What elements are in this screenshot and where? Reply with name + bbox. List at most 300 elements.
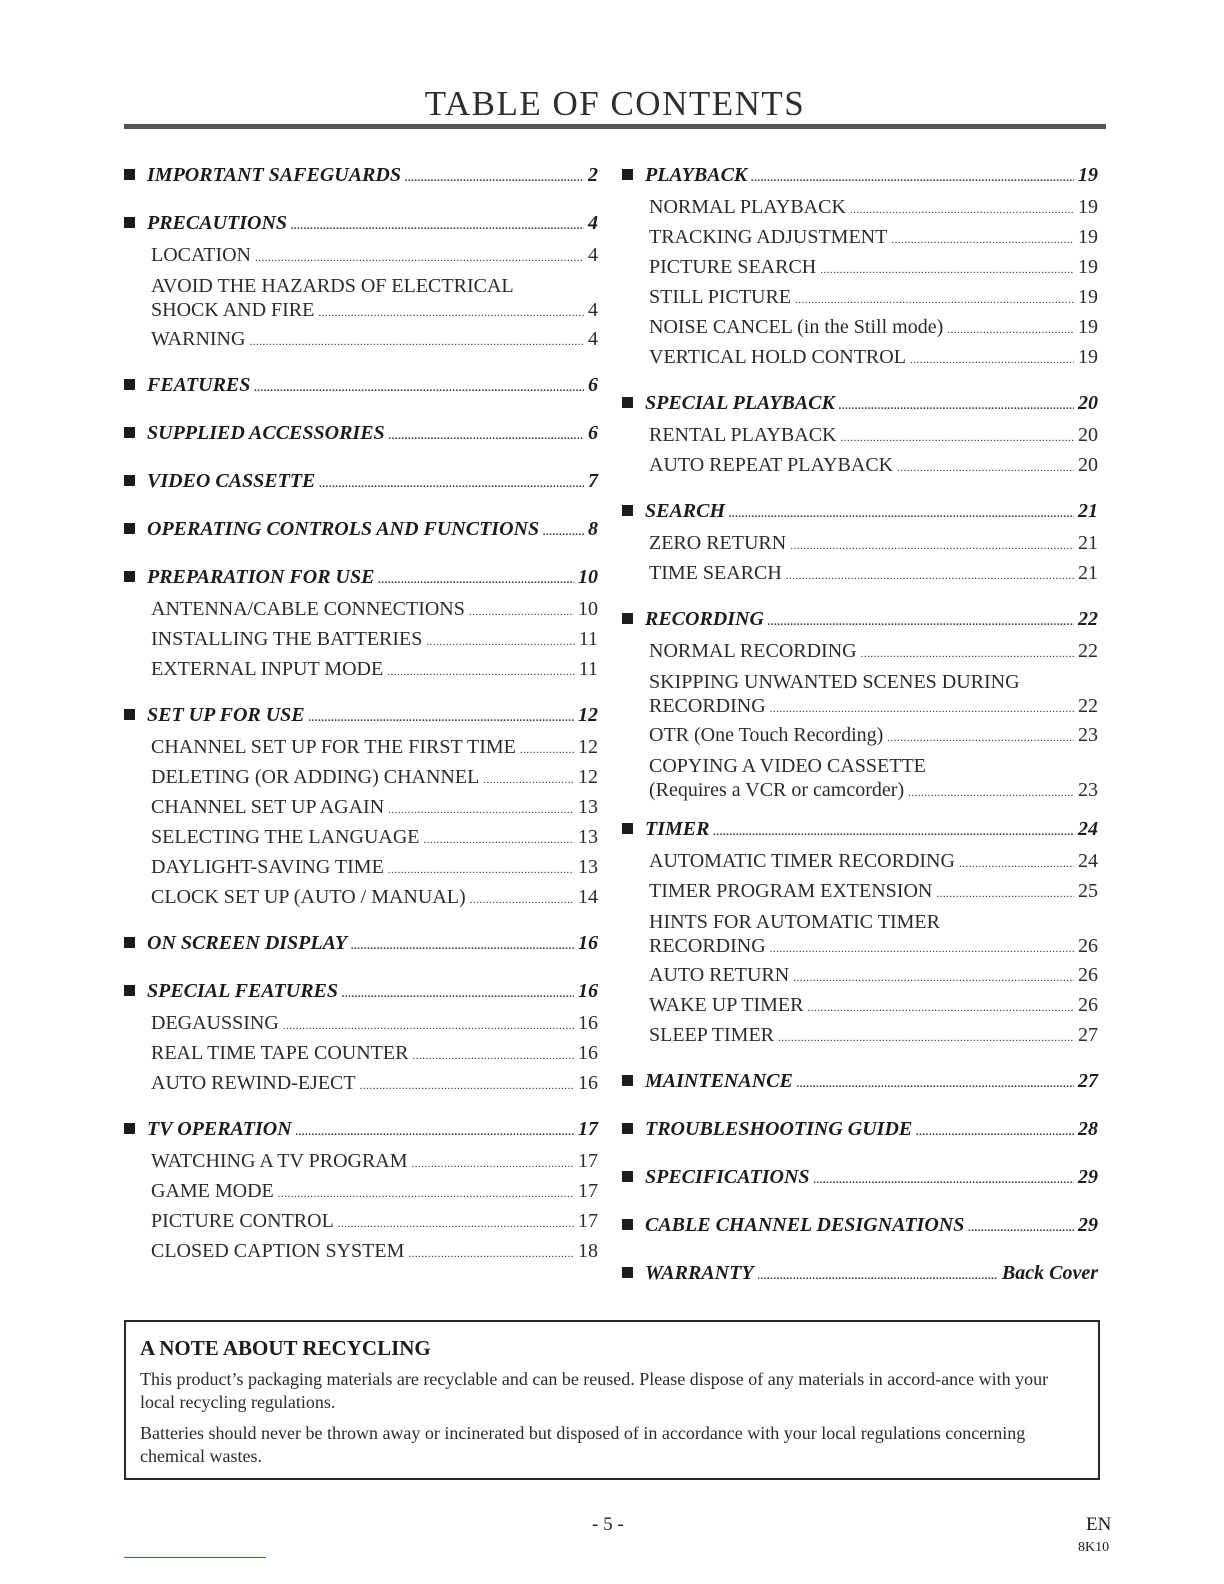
toc-item-page: 10	[578, 598, 598, 620]
toc-item-label: CHANNEL SET UP FOR THE FIRST TIME	[151, 736, 516, 758]
toc-item[interactable]	[622, 910, 1098, 958]
leader-dots	[968, 1222, 1074, 1234]
toc-heading-page: 22	[1078, 608, 1098, 630]
bullet-square-icon	[622, 1123, 633, 1134]
leader-dots	[360, 1080, 574, 1092]
toc-heading-page: 28	[1078, 1118, 1098, 1140]
toc-item-label: NOISE CANCEL (in the Still mode)	[649, 316, 944, 338]
toc-item-label: AVOID THE HAZARDS OF ELECTRICAL	[151, 275, 514, 297]
toc-item[interactable]	[124, 1072, 598, 1102]
toc-item[interactable]	[622, 880, 1098, 910]
leader-dots	[351, 940, 574, 952]
toc-item-page: 26	[1078, 994, 1098, 1016]
bullet-square-icon	[622, 613, 633, 624]
toc-item-label: OTR (One Touch Recording)	[649, 724, 884, 746]
toc-heading-label: PLAYBACK	[645, 164, 748, 186]
toc-section	[124, 980, 598, 1102]
toc-section	[124, 212, 598, 358]
toc-item-page: 25	[1078, 880, 1098, 902]
toc-item-label: PICTURE SEARCH	[649, 256, 817, 278]
toc-section	[622, 1070, 1098, 1102]
toc-heading-label: SPECIAL PLAYBACK	[645, 392, 835, 414]
toc-item[interactable]	[124, 736, 598, 766]
bullet-square-icon	[622, 169, 633, 180]
toc-heading[interactable]	[124, 566, 598, 598]
toc-heading[interactable]	[124, 374, 598, 406]
toc-item-page: 17	[578, 1150, 598, 1172]
toc-item-page: 21	[1078, 532, 1098, 554]
leader-dots	[426, 636, 574, 648]
leader-dots	[408, 1248, 574, 1260]
toc-item[interactable]	[622, 424, 1098, 454]
toc-item-label: TIME SEARCH	[649, 562, 782, 584]
leader-dots	[947, 324, 1074, 336]
toc-heading-label: PRECAUTIONS	[147, 212, 288, 234]
toc-heading-page: 7	[588, 470, 598, 492]
bullet-square-icon	[124, 937, 135, 948]
toc-heading-page: 29	[1078, 1166, 1098, 1188]
toc-heading[interactable]	[124, 932, 598, 964]
toc-item-page: 19	[1078, 286, 1098, 308]
toc-heading-label: SET UP FOR USE	[147, 704, 305, 726]
toc-item[interactable]	[124, 886, 598, 916]
leader-dots	[249, 336, 584, 348]
bullet-square-icon	[124, 427, 135, 438]
bullet-square-icon	[622, 1267, 633, 1278]
toc-item-label: GAME MODE	[151, 1180, 274, 1202]
bullet-square-icon	[124, 985, 135, 996]
toc-heading[interactable]	[124, 164, 598, 196]
footer-rule	[124, 1557, 266, 1558]
toc-heading-page: 2	[588, 164, 598, 186]
toc-heading[interactable]	[124, 980, 598, 1012]
toc-heading[interactable]	[622, 1118, 1098, 1150]
leader-dots	[820, 264, 1074, 276]
toc-item-label: TRACKING ADJUSTMENT	[649, 226, 888, 248]
leader-dots	[770, 697, 1074, 721]
leader-dots	[470, 894, 574, 906]
toc-item[interactable]	[124, 1012, 598, 1042]
leader-dots	[758, 1270, 998, 1282]
bullet-square-icon	[622, 397, 633, 408]
toc-section	[622, 1166, 1098, 1198]
toc-item-label: SLEEP TIMER	[649, 1024, 775, 1046]
bullet-square-icon	[622, 823, 633, 834]
toc-heading[interactable]	[622, 1166, 1098, 1198]
toc-item-page: 4	[588, 299, 598, 321]
toc-item[interactable]	[124, 1240, 598, 1270]
toc-heading[interactable]	[124, 1118, 598, 1150]
toc-item-label-cont: RECORDING	[649, 935, 766, 957]
toc-heading-label: SEARCH	[645, 500, 726, 522]
leader-dots	[412, 1158, 574, 1170]
toc-heading-page: 16	[578, 980, 598, 1002]
toc-item[interactable]	[124, 598, 598, 628]
toc-heading-page: 6	[588, 422, 598, 444]
toc-item-label: SKIPPING UNWANTED SCENES DURING	[649, 671, 1020, 693]
toc-heading[interactable]	[124, 422, 598, 454]
leader-dots	[318, 301, 584, 325]
toc-item[interactable]	[622, 1024, 1098, 1054]
toc-heading-label: CABLE CHANNEL DESIGNATIONS	[645, 1214, 965, 1236]
leader-dots	[778, 1032, 1074, 1044]
toc-item-page: 19	[1078, 226, 1098, 248]
leader-dots	[291, 220, 584, 232]
toc-item-label: NORMAL RECORDING	[649, 640, 857, 662]
toc-heading-page: 29	[1078, 1214, 1098, 1236]
title-divider	[124, 124, 1106, 129]
toc-item-label: STILL PICTURE	[649, 286, 792, 308]
toc-item-page: 18	[578, 1240, 598, 1262]
toc-heading-label: SUPPLIED ACCESSORIES	[147, 422, 385, 444]
leader-dots	[319, 478, 584, 490]
leader-dots	[483, 774, 574, 786]
toc-item-label-cont: RECORDING	[649, 695, 766, 717]
leader-dots	[283, 1020, 574, 1032]
leader-dots	[839, 400, 1074, 412]
toc-item-page: 12	[578, 736, 598, 758]
page-title: TABLE OF CONTENTS	[424, 84, 806, 123]
toc-item-page: 24	[1078, 850, 1098, 872]
toc-item-page: 22	[1078, 695, 1098, 717]
toc-item[interactable]	[124, 1150, 598, 1180]
toc-item-label: DEGAUSSING	[151, 1012, 279, 1034]
leader-dots	[469, 606, 574, 618]
toc-item-label: AUTOMATIC TIMER RECORDING	[649, 850, 955, 872]
toc-item-label: CLOCK SET UP (AUTO / MANUAL)	[151, 886, 466, 908]
toc-heading-label: PREPARATION FOR USE	[147, 566, 375, 588]
toc-item-label: REAL TIME TAPE COUNTER	[151, 1042, 409, 1064]
leader-dots	[751, 172, 1074, 184]
leader-dots	[841, 432, 1075, 444]
toc-section	[622, 164, 1098, 376]
toc-item[interactable]	[124, 1042, 598, 1072]
toc-section	[124, 566, 598, 688]
leader-dots	[959, 858, 1074, 870]
language-code: EN	[1086, 1514, 1112, 1535]
leader-dots	[814, 1174, 1074, 1186]
toc-item[interactable]	[622, 532, 1098, 562]
toc-section	[124, 164, 598, 196]
toc-item-label: AUTO REWIND-EJECT	[151, 1072, 356, 1094]
leader-dots	[729, 508, 1074, 520]
toc-section	[124, 704, 598, 916]
leader-dots	[338, 1218, 574, 1230]
toc-item[interactable]	[622, 754, 1098, 802]
bullet-square-icon	[124, 217, 135, 228]
toc-item[interactable]	[622, 964, 1098, 994]
leader-dots	[388, 864, 574, 876]
toc-item[interactable]	[622, 346, 1098, 376]
toc-section	[622, 392, 1098, 484]
toc-item-page: 19	[1078, 316, 1098, 338]
leader-dots	[309, 712, 574, 724]
toc-item-page: 17	[578, 1210, 598, 1232]
toc-heading-page: 17	[578, 1118, 598, 1140]
toc-item[interactable]	[622, 256, 1098, 286]
bullet-square-icon	[124, 475, 135, 486]
toc-item-label: COPYING A VIDEO CASSETTE	[649, 755, 926, 777]
toc-item-label: WAKE UP TIMER	[649, 994, 804, 1016]
toc-item[interactable]	[124, 856, 598, 886]
toc-item-label: INSTALLING THE BATTERIES	[151, 628, 423, 650]
toc-heading-page: 21	[1078, 500, 1098, 522]
leader-dots	[916, 1126, 1074, 1138]
leader-dots	[412, 1050, 574, 1062]
toc-item-page: 20	[1078, 424, 1098, 446]
toc-item-page: 19	[1078, 346, 1098, 368]
toc-item-label: SELECTING THE LANGUAGE	[151, 826, 420, 848]
toc-item[interactable]	[124, 328, 598, 358]
toc-section	[124, 932, 598, 964]
bullet-square-icon	[124, 523, 135, 534]
toc-item[interactable]	[622, 670, 1098, 718]
toc-heading-label: SPECIFICATIONS	[645, 1166, 810, 1188]
toc-item-page: 11	[578, 658, 598, 680]
toc-item-page: 4	[588, 328, 598, 350]
toc-item[interactable]	[622, 454, 1098, 484]
toc-heading-page: 16	[578, 932, 598, 954]
toc-heading-label: TIMER	[645, 818, 710, 840]
toc-item-label: DAYLIGHT-SAVING TIME	[151, 856, 384, 878]
toc-item[interactable]	[124, 628, 598, 658]
model-code: 8K10	[1078, 1540, 1110, 1555]
toc-heading[interactable]	[124, 704, 598, 736]
toc-item-line	[649, 694, 1098, 718]
toc-item-line	[649, 934, 1098, 958]
toc-item[interactable]	[124, 274, 598, 322]
bullet-square-icon	[124, 1123, 135, 1134]
leader-dots	[770, 937, 1074, 961]
note-title: A NOTE ABOUT RECYCLING	[140, 1336, 431, 1360]
toc-item-page: 19	[1078, 256, 1098, 278]
bullet-square-icon	[124, 169, 135, 180]
toc-item[interactable]	[124, 766, 598, 796]
toc-heading-page: 4	[588, 212, 598, 234]
toc-item-page: 16	[578, 1042, 598, 1064]
toc-heading[interactable]	[124, 518, 598, 550]
toc-heading[interactable]	[622, 1262, 1098, 1294]
toc-section	[622, 1118, 1098, 1150]
toc-section	[124, 1118, 598, 1270]
toc-section	[622, 818, 1098, 1054]
leader-dots	[424, 834, 575, 846]
toc-item[interactable]	[124, 244, 598, 274]
toc-section	[622, 1262, 1098, 1294]
note-paragraph: Batteries should never be thrown away or incinerated but disposed of in accordance with your local regulations concerning chemical wastes.	[140, 1423, 1026, 1466]
toc-item-page: 14	[578, 886, 598, 908]
leader-dots	[908, 781, 1074, 805]
toc-item-label: PICTURE CONTROL	[151, 1210, 334, 1232]
leader-dots	[255, 252, 584, 264]
toc-item-page: 4	[588, 244, 598, 266]
toc-item-label: WARNING	[151, 328, 246, 350]
leader-dots	[378, 574, 574, 586]
leader-dots	[795, 294, 1074, 306]
toc-heading[interactable]	[124, 212, 598, 244]
toc-item-page: 22	[1078, 640, 1098, 662]
bullet-square-icon	[622, 1075, 633, 1086]
toc-item-page: 11	[578, 628, 598, 650]
toc-section	[124, 518, 598, 550]
toc-heading[interactable]	[622, 818, 1098, 850]
toc-heading-label: MAINTENANCE	[645, 1070, 793, 1092]
toc-item[interactable]	[622, 286, 1098, 316]
toc-item-page: 23	[1078, 724, 1098, 746]
recycling-note	[124, 1320, 1100, 1480]
toc-heading-page: Back Cover	[1001, 1262, 1098, 1284]
toc-item-label: VERTICAL HOLD CONTROL	[649, 346, 906, 368]
leader-dots	[296, 1126, 574, 1138]
toc-item[interactable]	[622, 724, 1098, 754]
toc-item-label: AUTO REPEAT PLAYBACK	[649, 454, 894, 476]
leader-dots	[936, 888, 1074, 900]
leader-dots	[887, 732, 1074, 744]
toc-item-page: 27	[1078, 1024, 1098, 1046]
toc-item[interactable]	[622, 316, 1098, 346]
leader-dots	[387, 666, 575, 678]
toc-item[interactable]	[622, 994, 1098, 1024]
toc-heading[interactable]	[124, 470, 598, 502]
toc-section	[622, 1214, 1098, 1246]
toc-item-label: CHANNEL SET UP AGAIN	[151, 796, 385, 818]
leader-dots	[793, 972, 1074, 984]
toc-item-page: 26	[1078, 964, 1098, 986]
bullet-square-icon	[124, 571, 135, 582]
toc-heading-label: SPECIAL FEATURES	[147, 980, 338, 1002]
leader-dots	[405, 172, 584, 184]
toc-item-label: WATCHING A TV PROGRAM	[151, 1150, 408, 1172]
toc-item-page: 23	[1078, 779, 1098, 801]
leader-dots	[389, 430, 584, 442]
toc-heading-label: VIDEO CASSETTE	[147, 470, 316, 492]
toc-heading-page: 6	[588, 374, 598, 396]
note-paragraph: This product’s packaging materials are recyclable and can be reused. Please dispose of any materials in accord-ance with your local recycling regulations.	[140, 1369, 1049, 1412]
toc-item-page: 26	[1078, 935, 1098, 957]
toc-item[interactable]	[124, 826, 598, 856]
toc-item-label: EXTERNAL INPUT MODE	[151, 658, 384, 680]
toc-section	[124, 470, 598, 502]
toc-heading-label: WARRANTY	[645, 1262, 754, 1284]
toc-heading[interactable]	[622, 164, 1098, 196]
leader-dots	[543, 526, 584, 538]
leader-dots	[910, 354, 1074, 366]
toc-item-page: 20	[1078, 454, 1098, 476]
toc-heading-label: RECORDING	[645, 608, 764, 630]
toc-heading-label: OPERATING CONTROLS AND FUNCTIONS	[147, 518, 540, 540]
toc-heading-label: TROUBLESHOOTING GUIDE	[645, 1118, 913, 1140]
toc-item-page: 12	[578, 766, 598, 788]
toc-item-page: 13	[578, 826, 598, 848]
toc-heading-page: 8	[588, 518, 598, 540]
toc-item-label: RENTAL PLAYBACK	[649, 424, 837, 446]
toc-item-label-cont: SHOCK AND FIRE	[151, 299, 315, 321]
toc-item[interactable]	[622, 226, 1098, 256]
toc-item-label: DELETING (OR ADDING) CHANNEL	[151, 766, 480, 788]
toc-item-label: CLOSED CAPTION SYSTEM	[151, 1240, 405, 1262]
toc-item[interactable]	[124, 796, 598, 826]
leader-dots	[861, 648, 1074, 660]
toc-item-label: LOCATION	[151, 244, 251, 266]
toc-item[interactable]	[622, 640, 1098, 670]
toc-left-column	[124, 164, 598, 1286]
leader-dots	[897, 462, 1074, 474]
toc-heading-label: FEATURES	[147, 374, 251, 396]
leader-dots	[254, 382, 584, 394]
toc-section	[622, 608, 1098, 802]
toc-heading-page: 27	[1078, 1070, 1098, 1092]
toc-item[interactable]	[124, 1180, 598, 1210]
toc-item-line	[649, 778, 1098, 802]
toc-item-page: 17	[578, 1180, 598, 1202]
toc-right-column	[622, 164, 1098, 1310]
toc-item-label: ZERO RETURN	[649, 532, 787, 554]
leader-dots	[768, 616, 1074, 628]
toc-heading-page: 24	[1078, 818, 1098, 840]
bullet-square-icon	[622, 505, 633, 516]
toc-item-page: 19	[1078, 196, 1098, 218]
toc-item-page: 21	[1078, 562, 1098, 584]
leader-dots	[807, 1002, 1074, 1014]
leader-dots	[520, 744, 574, 756]
leader-dots	[850, 204, 1074, 216]
toc-heading[interactable]	[622, 500, 1098, 532]
toc-heading[interactable]	[622, 1214, 1098, 1246]
toc-section	[622, 500, 1098, 592]
toc-item[interactable]	[622, 196, 1098, 226]
toc-item-label: HINTS FOR AUTOMATIC TIMER	[649, 911, 940, 933]
bullet-square-icon	[622, 1219, 633, 1230]
toc-item-page: 16	[578, 1012, 598, 1034]
toc-item-label: ANTENNA/CABLE CONNECTIONS	[151, 598, 465, 620]
toc-heading[interactable]	[622, 1070, 1098, 1102]
toc-item[interactable]	[124, 658, 598, 688]
toc-heading-page: 20	[1078, 392, 1098, 414]
toc-heading-label: IMPORTANT SAFEGUARDS	[147, 164, 401, 186]
toc-heading-page: 19	[1078, 164, 1098, 186]
page-number: - 5 -	[592, 1514, 624, 1535]
toc-item-page: 13	[578, 856, 598, 878]
bullet-square-icon	[622, 1171, 633, 1182]
bullet-square-icon	[124, 709, 135, 720]
toc-section	[124, 374, 598, 406]
toc-item-page: 16	[578, 1072, 598, 1094]
leader-dots	[891, 234, 1074, 246]
toc-item-line	[151, 298, 598, 322]
toc-heading[interactable]	[622, 608, 1098, 640]
toc-heading-page: 12	[578, 704, 598, 726]
toc-item-label: TIMER PROGRAM EXTENSION	[649, 880, 933, 902]
toc-heading-label: TV OPERATION	[147, 1118, 292, 1140]
leader-dots	[278, 1188, 574, 1200]
toc-heading[interactable]	[622, 392, 1098, 424]
toc-item-page: 13	[578, 796, 598, 818]
toc-heading-label: ON SCREEN DISPLAY	[147, 932, 348, 954]
toc-heading-page: 10	[578, 566, 598, 588]
leader-dots	[797, 1078, 1074, 1090]
toc-item[interactable]	[124, 1210, 598, 1240]
toc-item-label: NORMAL PLAYBACK	[649, 196, 846, 218]
bullet-square-icon	[124, 379, 135, 390]
leader-dots	[790, 540, 1074, 552]
leader-dots	[786, 570, 1074, 582]
toc-item-label: AUTO RETURN	[649, 964, 790, 986]
toc-item[interactable]	[622, 850, 1098, 880]
toc-item-label-cont: (Requires a VCR or camcorder)	[649, 779, 905, 801]
leader-dots	[713, 826, 1074, 838]
toc-item[interactable]	[622, 562, 1098, 592]
leader-dots	[342, 988, 574, 1000]
